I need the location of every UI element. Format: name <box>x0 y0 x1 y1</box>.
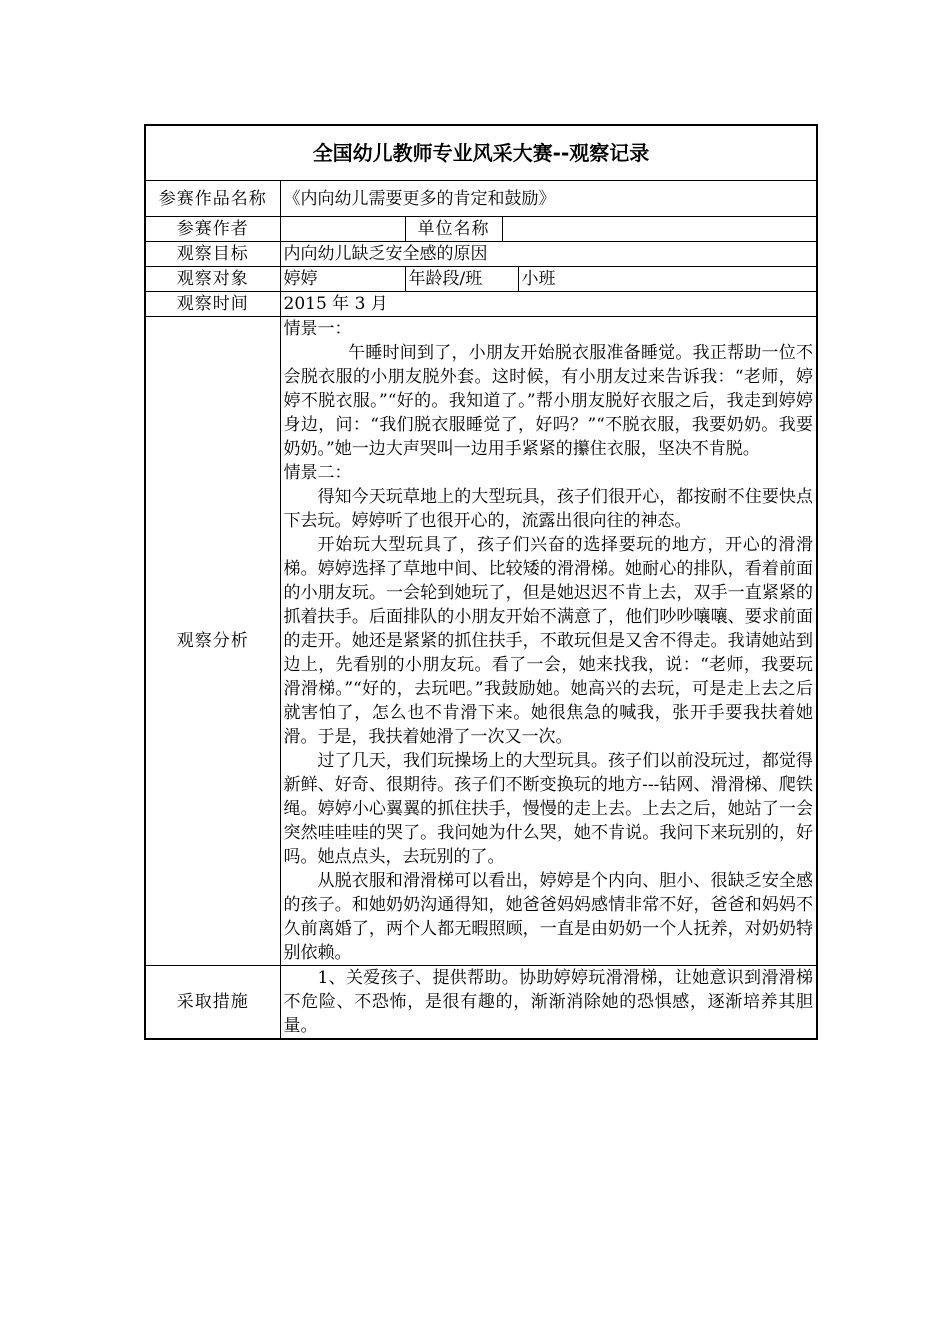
age-value: 小班 <box>518 267 817 292</box>
observation-record-table <box>144 124 818 1040</box>
analysis-conclusion: 从脱衣服和滑滑梯可以看出，婷婷是个内向、胆小、很缺乏安全感的孩子。和她奶奶沟通得知，她爸爸妈妈感情非常不好，爸爸和妈妈不久前离婚了，两个人都无暇照顾，一直是由奶奶一个人抚养，对奶奶特别依赖。 <box>283 871 813 963</box>
subject-value: 婷婷 <box>280 267 405 292</box>
measure-item-1: 1、关爱孩子、提供帮助。协助婷婷玩滑滑梯，让她意识到滑滑梯不危险、不恐怖，是很有趣的，渐渐消除她的恐惧感，逐渐培养其胆量。 <box>283 968 813 1036</box>
entry-name-label: 参赛作品名称 <box>145 181 280 217</box>
measures-content <box>280 966 817 1040</box>
page-title: 全国幼儿教师专业风采大赛--观察记录 <box>145 125 817 181</box>
scene2-heading: 情景二： <box>283 463 352 483</box>
time-label: 观察时间 <box>145 292 280 317</box>
scene1-heading: 情景一： <box>283 319 352 339</box>
goal-value: 内向幼儿缺乏安全感的原因 <box>280 242 817 267</box>
analysis-label: 观察分析 <box>145 317 280 966</box>
scene1-text: 午睡时间到了，小朋友开始脱衣服准备睡觉。我正帮助一位不会脱衣服的小朋友脱外套。这时候，有小朋友过来告诉我：“老师，婷婷不脱衣服。”“好的。我知道了。”帮小朋友脱好衣服之后，我走到婷婷身边，问：“我们脱衣服睡觉了，好吗？”“不脱衣服，我要奶奶。我要奶奶。”她一边大声哭叫一边用手紧紧的攥住衣服，坚决不肯脱。 <box>283 343 813 459</box>
author-value <box>280 217 405 242</box>
scene2-paragraph-1: 得知今天玩草地上的大型玩具，孩子们很开心，都按耐不住要快点下去玩。婷婷听了也很开心的，流露出很向往的神态。 <box>283 487 813 531</box>
measures-label: 采取措施 <box>145 966 280 1040</box>
scene2-paragraph-3: 过了几天，我们玩操场上的大型玩具。孩子们以前没玩过，都觉得新鲜、好奇、很期待。孩子们不断变换玩的地方---钻网、滑滑梯、爬铁绳。婷婷小心翼翼的抓住扶手，慢慢的走上去。上去之后，她站了一会突然哇哇哇的哭了。我问她为什么哭，她不肯说。我问下来玩别的，好吗。她点点头，去玩别的了。 <box>283 751 813 867</box>
subject-label: 观察对象 <box>145 267 280 292</box>
age-label: 年龄段/班 <box>405 267 518 292</box>
author-label: 参赛作者 <box>145 217 280 242</box>
time-value: 2015 年 3 月 <box>280 292 817 317</box>
goal-label: 观察目标 <box>145 242 280 267</box>
entry-name-value: 《内向幼儿需要更多的肯定和鼓励》 <box>280 181 817 217</box>
scene2-paragraph-2: 开始玩大型玩具了，孩子们兴奋的选择要玩的地方，开心的滑滑梯。婷婷选择了草地中间、比较矮的滑滑梯。她耐心的排队，看着前面的小朋友玩。一会轮到她玩了，但是她迟迟不肯上去，双手一直紧紧的抓着扶手。后面排队的小朋友开始不满意了，他们吵吵嚷嚷、要求前面的走开。她还是紧紧的抓住扶手，不敢玩但是又舍不得走。我请她站到边上，先看别的小朋友玩。看了一会，她来找我，说：“老师，我要玩滑滑梯。”“好的，去玩吧。”我鼓励她。她高兴的去玩，可是走上去之后就害怕了，怎么也不肯滑下来。她很焦急的喊我，张开手要我扶着她滑。于是，我扶着她滑了一次又一次。 <box>283 535 813 747</box>
analysis-content <box>280 317 817 966</box>
unit-value <box>502 217 817 242</box>
unit-label: 单位名称 <box>405 217 502 242</box>
